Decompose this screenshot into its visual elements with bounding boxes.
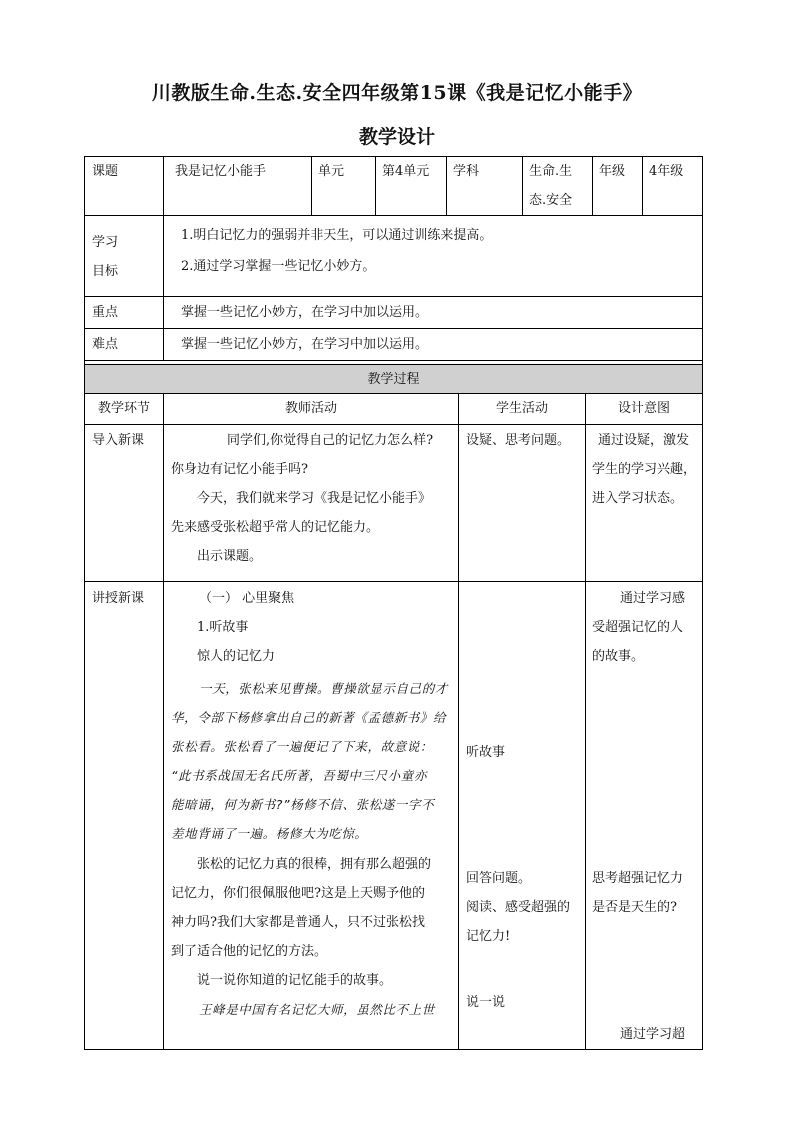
key-point-label: 重点 bbox=[92, 305, 119, 320]
intro-teacher-line: 你身边有记忆小能手吗? bbox=[171, 462, 308, 477]
paragraph-line: 张松的记忆力真的很棒，拥有那么超强的 bbox=[197, 857, 432, 872]
subject-label: 学科 bbox=[453, 164, 480, 179]
student-answer: 回答问题。 bbox=[466, 871, 532, 886]
intent-a-line3: 的故事。 bbox=[592, 649, 645, 664]
table-border bbox=[84, 156, 85, 1050]
unit-label: 单元 bbox=[318, 164, 345, 179]
topic-label: 课题 bbox=[92, 164, 119, 179]
table-border bbox=[585, 393, 586, 1050]
table-border bbox=[702, 156, 703, 1050]
grade-value: 4年级 bbox=[649, 164, 684, 179]
item-heading: 1.听故事 bbox=[197, 620, 249, 635]
goal-item-1: 1.明白记忆力的强弱并非天生，可以通过训练来提高。 bbox=[181, 228, 493, 243]
intro-teacher-line: 出示课题。 bbox=[197, 549, 263, 564]
intro-stage: 导入新课 bbox=[92, 433, 145, 448]
table-border bbox=[522, 156, 523, 216]
intent-b-line1: 思考超强记忆力 bbox=[592, 871, 684, 886]
subject-value-line2: 态.安全 bbox=[529, 193, 573, 208]
difficulty-label: 难点 bbox=[92, 337, 119, 352]
difficulty-text: 掌握一些记忆小妙方，在学习中加以运用。 bbox=[181, 337, 429, 352]
intent-a-line2: 受超强记忆的人 bbox=[592, 620, 684, 635]
table-border bbox=[84, 360, 703, 361]
table-border bbox=[642, 156, 643, 216]
table-border bbox=[592, 156, 593, 216]
unit-value: 第4单元 bbox=[382, 164, 430, 179]
paragraph-line: 记忆力，你们很佩服他吧?这是上天赐予他的 bbox=[171, 886, 425, 901]
newlesson-teacher bbox=[171, 584, 456, 1024]
intro-intent bbox=[592, 426, 700, 513]
goals-label-line1: 学习 bbox=[92, 235, 119, 250]
table-border bbox=[84, 215, 703, 216]
intro-intent-line: 进入学习状态。 bbox=[592, 491, 684, 506]
story-title: 惊人的记忆力 bbox=[197, 649, 276, 664]
paragraph-line: 到了适合他的记忆的方法。 bbox=[171, 944, 328, 959]
table-border bbox=[458, 393, 459, 1050]
table-border bbox=[163, 215, 164, 361]
table-border bbox=[84, 328, 703, 329]
intro-teacher-line: 今天，我们就来学习《我是记忆小能手》 bbox=[197, 491, 432, 506]
grade-label: 年级 bbox=[599, 164, 626, 179]
newlesson-stage: 讲授新课 bbox=[92, 591, 145, 606]
story-line: 差地背诵了一遍。杨修大为吃惊。 bbox=[171, 826, 368, 841]
table-border bbox=[84, 296, 703, 297]
student-listen: 听故事 bbox=[466, 745, 506, 760]
goal-item-2: 2.通过学习掌握一些记忆小妙方。 bbox=[181, 259, 376, 274]
table-border bbox=[163, 156, 164, 216]
intro-teacher bbox=[171, 426, 455, 571]
table-border bbox=[84, 424, 703, 425]
paragraph-line: 神力吗?我们大家都是普通人，只不过张松找 bbox=[171, 915, 425, 930]
table-border bbox=[163, 393, 164, 1050]
key-point-text: 掌握一些记忆小妙方，在学习中加以运用。 bbox=[181, 305, 429, 320]
story-line: 张松看。张松看了一遍便记了下来，故意说： bbox=[171, 739, 434, 754]
story-line: 一天，张松来见曹操。曹操欲显示自己的才 bbox=[199, 681, 448, 696]
student-read-line2: 记忆力! bbox=[466, 929, 511, 944]
talk-prompt: 说一说你知道的记忆能手的故事。 bbox=[197, 973, 393, 988]
document-title: 川教版生命.生态.安全四年级第15课《我是记忆小能手》 bbox=[151, 82, 643, 104]
topic-value: 我是记忆小能手 bbox=[175, 164, 267, 179]
intro-student: 设疑、思考问题。 bbox=[466, 433, 571, 448]
intro-teacher-line: 同学们,你觉得自己的记忆力怎么样? bbox=[227, 433, 434, 448]
intro-teacher-line: 先来感受张松超乎常人的记忆能力。 bbox=[171, 520, 380, 535]
story2-text bbox=[171, 995, 456, 1024]
col-header-intent: 设计意图 bbox=[617, 401, 670, 416]
document-subtitle: 教学设计 bbox=[358, 126, 435, 148]
table-border bbox=[84, 581, 703, 582]
table-border bbox=[84, 1049, 703, 1050]
intent-a-line1: 通过学习感 bbox=[620, 591, 686, 606]
goals-label-line2: 目标 bbox=[92, 264, 119, 279]
intent-b-line2: 是否是天生的? bbox=[592, 900, 677, 915]
student-talk: 说一说 bbox=[466, 995, 506, 1010]
story-line: 能暗诵，何为新书?”杨修不信、张松遂一字不 bbox=[171, 797, 435, 812]
section-heading: （一） 心里聚焦 bbox=[199, 591, 295, 606]
col-header-stage: 教学环节 bbox=[97, 401, 150, 416]
student-read-line1: 阅读、感受超强的 bbox=[466, 900, 571, 915]
process-section-header: 教学过程 bbox=[367, 372, 420, 387]
story-line: “此书系战国无名氏所著，吾蜀中三尺小童亦 bbox=[171, 768, 427, 783]
col-header-student: 学生活动 bbox=[495, 401, 548, 416]
table-border bbox=[446, 156, 447, 216]
table-border bbox=[311, 156, 312, 216]
table-border bbox=[375, 156, 376, 216]
col-header-teacher: 教师活动 bbox=[284, 401, 337, 416]
story-text bbox=[171, 674, 456, 848]
intent-c-line1: 通过学习超 bbox=[620, 1027, 686, 1042]
story-line: 华，令部下杨修拿出自己的新著《孟德新书》给 bbox=[171, 710, 447, 725]
intro-intent-line: 学生的学习兴趣， bbox=[592, 462, 697, 477]
intro-intent-line: 通过设疑，激发 bbox=[598, 433, 690, 448]
story2-line: 王峰是中国有名记忆大师，虽然比不上世 bbox=[199, 1002, 435, 1017]
subject-value-line1: 生命.生 bbox=[529, 164, 573, 179]
